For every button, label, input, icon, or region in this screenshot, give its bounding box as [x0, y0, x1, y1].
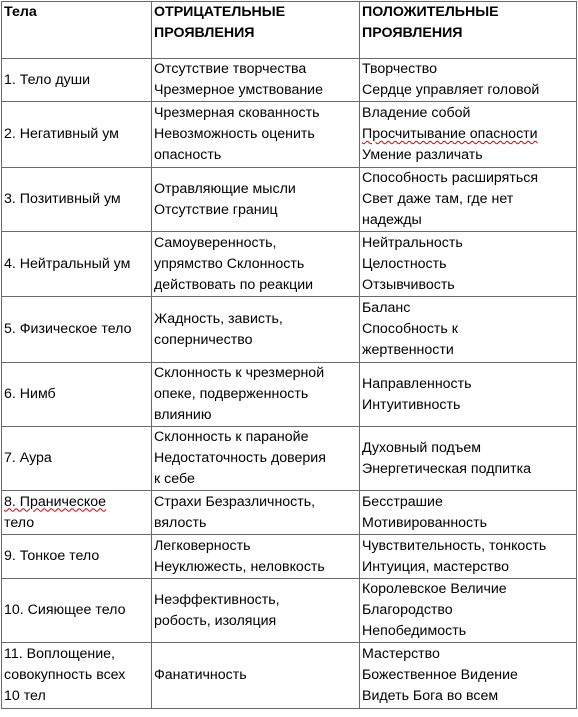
body-cell-line: 11. Воплощение,	[4, 646, 115, 662]
negative-cell	[152, 168, 360, 232]
negative-cell	[152, 643, 360, 709]
negative-cell-line: действовать по реакции	[154, 276, 314, 293]
negative-cell-line: робость, изоляция	[154, 612, 277, 629]
table-body	[2, 59, 577, 709]
negative-cell	[152, 102, 360, 168]
body-cell-line: 10. Сияющее тело	[4, 602, 126, 618]
positive-cell-line: Сердце управляет головой	[362, 82, 540, 98]
body-cell-line: 5. Физическое тело	[4, 321, 132, 337]
body-cell-line: 7. Аура	[4, 450, 52, 466]
header-negative-line-1: ОТРИЦАТЕЛЬНЫЕ	[154, 4, 286, 20]
header-negative	[152, 2, 360, 59]
negative-cell-line: Чрезмерное умствование	[154, 82, 323, 98]
negative-cell-line: Недостаточность доверия	[154, 450, 326, 466]
negative-cell-line: соперничество	[154, 331, 253, 348]
header-bodies-text: Тела	[4, 4, 37, 20]
positive-cell-line: Энергетическая подпитка	[362, 460, 531, 477]
negative-cell-line: Фанатичность	[154, 667, 247, 683]
header-positive	[360, 2, 577, 59]
body-cell-line: 4. Нейтральный ум	[4, 255, 131, 272]
positive-cell-line: Духовный подъем	[362, 439, 482, 456]
positive-cell-line: Целостность	[362, 255, 447, 272]
negative-cell-line: Самоуверенность,	[154, 234, 277, 251]
body-cell	[2, 579, 152, 643]
header-positive-line-2: ПРОЯВЛЕНИЯ	[362, 25, 463, 41]
positive-cell-line: Свет даже там, где нет	[362, 191, 514, 207]
positive-cell	[360, 102, 577, 168]
positive-cell-line: надежды	[362, 212, 422, 228]
negative-cell-line: к себе	[154, 471, 195, 487]
negative-cell-line: Склонность к чрезмерной	[154, 365, 325, 381]
positive-cell	[360, 427, 577, 491]
negative-cell-line: Страхи Безразличность,	[154, 493, 316, 510]
positive-cell-line: Нейтральность	[362, 234, 463, 251]
positive-cell-line: Направленность	[362, 375, 472, 392]
positive-cell-line: Способность к	[362, 321, 458, 337]
negative-cell	[152, 59, 360, 102]
negative-cell-line: Невозможность оценить	[154, 126, 315, 142]
positive-cell-line: Владение собой	[362, 105, 471, 121]
negative-cell	[152, 535, 360, 579]
body-cell-line: 8. Праническое	[4, 493, 107, 510]
table-row	[2, 232, 577, 297]
table-row	[2, 59, 577, 102]
negative-cell	[152, 427, 360, 491]
table-row	[2, 491, 577, 535]
body-cell-line: 10 тел	[4, 688, 46, 704]
negative-cell	[152, 297, 360, 363]
body-cell-line: совокупность всех	[4, 667, 126, 683]
body-cell	[2, 59, 152, 102]
body-cell-line: 9. Тонкое тело	[4, 548, 100, 564]
positive-cell-line: Баланс	[362, 300, 411, 316]
positive-cell-line: Просчитывание опасности	[362, 126, 538, 142]
table-row	[2, 427, 577, 491]
positive-cell-line: Божественное Видение	[362, 667, 518, 683]
positive-cell	[360, 363, 577, 427]
header-bodies	[2, 2, 152, 59]
negative-cell-line: Чрезмерная скованность	[154, 105, 320, 121]
table-row	[2, 643, 577, 709]
header-row	[2, 2, 577, 59]
negative-cell-line: Склонность к паранойе	[154, 429, 309, 445]
body-cell-line: тело	[4, 514, 35, 531]
positive-cell	[360, 643, 577, 709]
table-row	[2, 579, 577, 643]
positive-cell-line: Благородство	[362, 602, 453, 618]
negative-cell	[152, 491, 360, 535]
positive-cell	[360, 579, 577, 643]
positive-cell-line: Интуитивность	[362, 396, 461, 413]
positive-cell	[360, 491, 577, 535]
negative-cell-line: Неуклюжесть, неловкость	[154, 558, 325, 575]
bodies-table	[1, 1, 577, 709]
positive-cell-line: Интуиция, мастерство	[362, 558, 510, 575]
body-cell	[2, 535, 152, 579]
header-positive-line-1: ПОЛОЖИТЕЛЬНЫЕ	[362, 4, 499, 20]
negative-cell-line: вялость	[154, 514, 207, 531]
table-row	[2, 168, 577, 232]
negative-cell	[152, 363, 360, 427]
body-cell	[2, 232, 152, 297]
positive-cell-line: Непобедимость	[362, 623, 467, 639]
positive-cell	[360, 59, 577, 102]
body-cell	[2, 427, 152, 491]
positive-cell-line: Бесстрашие	[362, 493, 443, 510]
positive-cell	[360, 232, 577, 297]
positive-cell-line: жертвенности	[362, 342, 454, 358]
body-cell	[2, 297, 152, 363]
table-row	[2, 102, 577, 168]
negative-cell-line: Отсутствие границ	[154, 201, 278, 218]
body-cell-line: 1. Тело души	[4, 71, 91, 88]
positive-cell-line: Мастерство	[362, 646, 440, 662]
positive-cell-line: Видеть Бога во всем	[362, 688, 499, 704]
positive-cell-line: Отзывчивость	[362, 276, 455, 293]
table-row	[2, 297, 577, 363]
body-cell	[2, 643, 152, 709]
negative-cell-line: Легковерность	[154, 537, 251, 554]
negative-cell-line: влиянию	[154, 407, 212, 423]
positive-cell	[360, 168, 577, 232]
negative-cell	[152, 579, 360, 643]
negative-cell-line: опасность	[154, 147, 222, 163]
body-cell	[2, 102, 152, 168]
body-cell	[2, 491, 152, 535]
positive-cell	[360, 297, 577, 363]
positive-cell-line: Мотивированность	[362, 514, 488, 531]
body-cell	[2, 168, 152, 232]
negative-cell-line: упрямство Склонность	[154, 255, 305, 272]
positive-cell	[360, 535, 577, 579]
negative-cell-line: опеке, подверженность	[154, 386, 309, 402]
body-cell-line: 3. Позитивный ум	[4, 191, 121, 207]
table-row	[2, 363, 577, 427]
positive-cell-line: Творчество	[362, 61, 438, 77]
positive-cell-line: Чувствительность, тонкость	[362, 537, 547, 554]
negative-cell-line: Жадность, зависть,	[154, 310, 283, 327]
negative-cell-line: Отсутствие творчества	[154, 61, 307, 77]
positive-cell-line: Способность расширяться	[362, 170, 538, 186]
table-row	[2, 535, 577, 579]
positive-cell-line: Королевское Величие	[362, 581, 507, 597]
negative-cell-line: Неэффективность,	[154, 591, 280, 608]
body-cell	[2, 363, 152, 427]
body-cell-line: 6. Нимб	[4, 386, 56, 402]
positive-cell-line: Умение различать	[362, 147, 483, 163]
negative-cell	[152, 232, 360, 297]
header-negative-line-2: ПРОЯВЛЕНИЯ	[154, 25, 255, 41]
negative-cell-line: Отравляющие мысли	[154, 180, 296, 197]
body-cell-line: 2. Негативный ум	[4, 126, 119, 142]
